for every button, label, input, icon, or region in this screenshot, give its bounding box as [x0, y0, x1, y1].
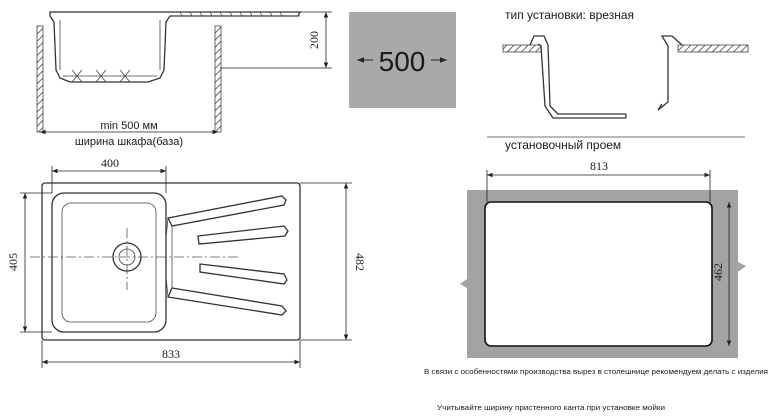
bowl-inner	[62, 203, 156, 322]
cabinet-width-label: ширина шкафа(база)	[74, 136, 184, 148]
cutout-note: В связи с особенностями производства вырез в столешнице рекомендуем делать с изделия	[424, 367, 768, 376]
bowl-depth-dimension	[6, 193, 52, 332]
overall-depth-label: 482	[353, 253, 367, 271]
cutout-view	[424, 159, 768, 376]
install-type-view	[487, 8, 748, 152]
badge-value: 500	[378, 46, 426, 77]
overall-width-label: 833	[162, 347, 180, 361]
bowl-width-label: 400	[101, 156, 119, 170]
countertop-right	[678, 45, 748, 52]
cutout-width-label: 813	[590, 159, 608, 173]
cabinet-width-dimension	[40, 120, 218, 148]
cutout-depth-label: 462	[711, 263, 725, 281]
bowl-outline	[52, 193, 166, 332]
wall-edge-note: Учитывайте ширину пристенного канта при установке мойки	[437, 403, 665, 412]
sink-outline	[42, 183, 300, 340]
countertop-left	[503, 45, 541, 52]
min-cabinet-label: min 500 мм	[100, 120, 158, 132]
side-section-view	[37, 12, 332, 148]
cabinet-wall-left	[37, 26, 43, 132]
overall-depth-dimension	[300, 183, 367, 340]
cutout-opening	[485, 202, 712, 346]
cabinet-badge	[349, 12, 456, 108]
bowl-width-dimension	[52, 156, 166, 193]
height-label: 200	[307, 31, 321, 49]
cabinet-wall-right	[215, 26, 221, 132]
cutout-title: установочный проем	[505, 138, 622, 152]
sink-insertion-profile	[530, 36, 682, 114]
bowl-depth-label: 405	[6, 253, 20, 271]
height-dimension	[220, 12, 332, 68]
sink-side-profile	[50, 12, 300, 82]
drainboard-ribs	[166, 196, 288, 315]
overall-width-dimension	[42, 340, 300, 368]
install-type-label: тип установки: врезная	[505, 8, 634, 22]
sink-plan-view	[6, 156, 367, 368]
